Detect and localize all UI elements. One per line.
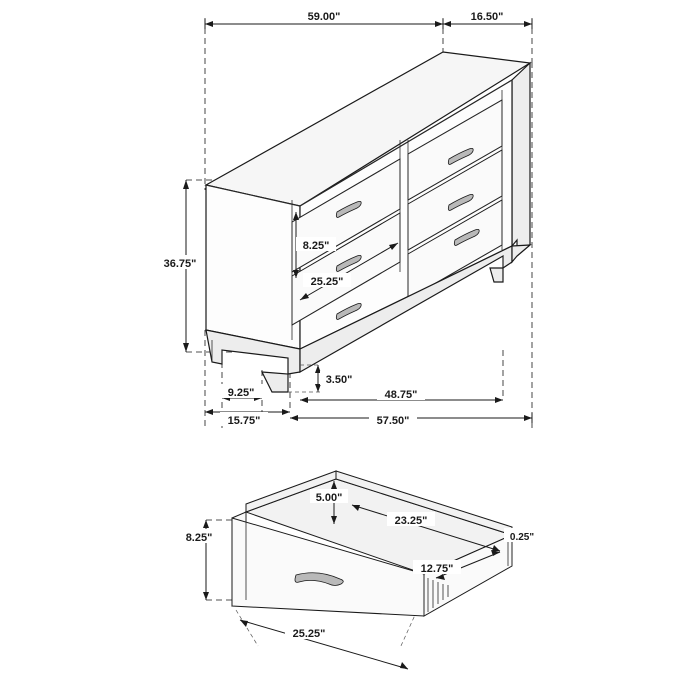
dim-label-base-width: 57.50" [376,415,410,427]
dim-top-depth [443,8,532,29]
dim-label-foot-depth: 9.25" [227,387,255,399]
dim-label-drawer-width: 25.25" [310,276,344,288]
dim-label-top-width: 59.00" [307,11,341,23]
dresser-right-side [512,63,530,256]
dim-front-width [240,620,408,669]
dim-base-depth [205,409,290,427]
dim-label-front-height: 8.25" [185,532,213,544]
dim-label-front-width: 25.25" [292,628,326,640]
dresser-left-side [206,185,300,349]
dim-front-height [180,520,218,600]
dim-label-interior-side: 12.75" [420,563,454,575]
dim-label-base-depth: 15.75" [227,415,261,427]
dim-top-width [205,8,443,29]
dim-label-interior-depth: 5.00" [315,492,343,504]
dim-label-interior-width: 23.25" [394,515,428,527]
dim-label-top-depth: 16.50" [470,11,504,23]
dim-label-side-thickness: 0.25" [509,532,535,543]
dim-side-thickness [504,528,540,543]
dim-inner-width [300,386,503,403]
dim-foot-depth [219,384,263,401]
dim-label-drawer-height: 8.25" [302,240,330,252]
dim-base-width [290,412,532,427]
dim-label-overall-height: 36.75" [163,258,197,270]
dim-label-foot-height: 3.50" [325,374,353,386]
dim-overall-height [157,180,203,352]
dim-label-inner-width: 48.75" [384,389,418,401]
